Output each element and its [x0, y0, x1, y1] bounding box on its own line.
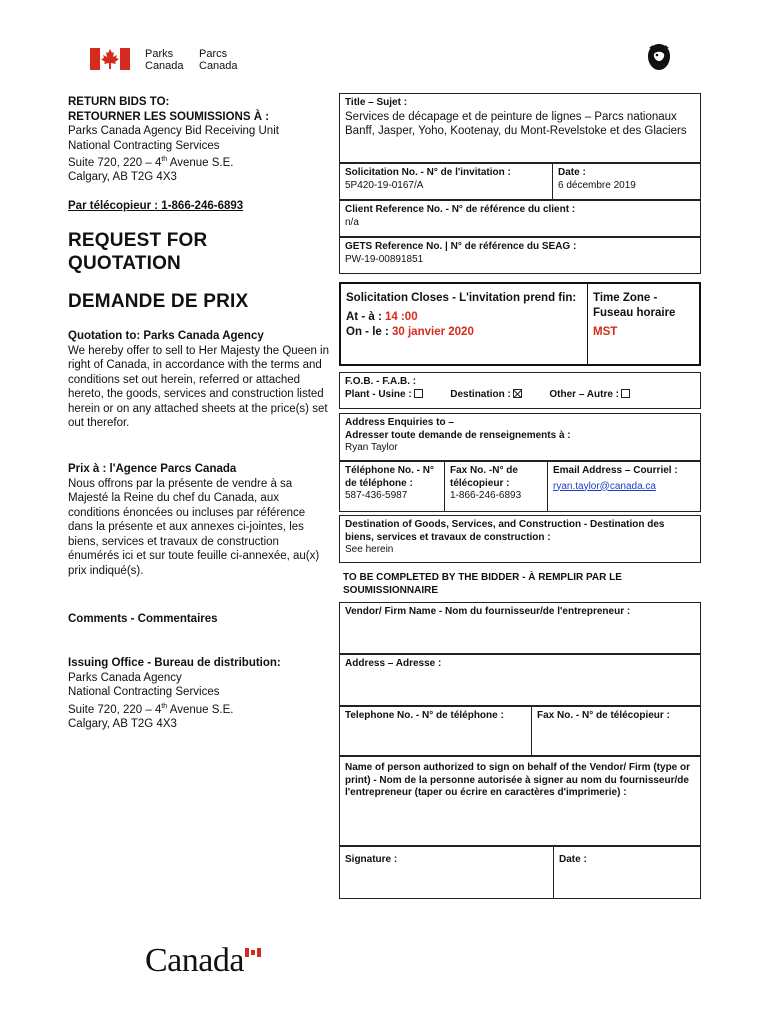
page-title: REQUEST FOR QUOTATION — [68, 230, 208, 274]
fax-field[interactable]: Fax No. - N° de télécopieur : — [531, 706, 701, 756]
destination-checkbox[interactable] — [513, 389, 522, 398]
signature-field[interactable]: Signature : — [339, 846, 554, 899]
fax-number: Par télécopieur : 1-866-246-6893 — [68, 200, 244, 212]
time-zone-value: MST — [593, 326, 618, 338]
beaver-logo-icon — [645, 42, 673, 72]
solicitation-closes-box: Solicitation Closes - L'invitation prend fin: At - à : 14 :00 On - le : 30 janvier 2020 Time Zone - Fuseau horaire MST — [339, 282, 701, 366]
authorized-person-field[interactable]: Name of person authorized to sign on behalf of the Vendor/ Firm (type or print) - Nom de la personne autorisée à signer au nom du fournisseur/de l'entrepreneur (taper ou écrire en caractères d'imprimerie) : — [339, 756, 701, 846]
destination-goods-box: Destination of Goods, Services, and Construction - Destination des biens, services et travaux de construction : See herein — [339, 515, 701, 563]
quotation-block-fr: Prix à : l'Agence Parcs Canada Nous offrons par la présente de vendre à sa Majesté la Reine du chef du Canada, aux conditions énoncées ou incluses par référence dans la présente et aux annexes ci-jointes, les biens, services et travaux de construction énumérés ici et sur toute feuille ci-annexée, au(x) prix indiqué(s). — [68, 463, 320, 577]
email-link[interactable]: ryan.taylor@canada.ca — [553, 480, 656, 492]
canada-wordmark: Canada — [145, 942, 244, 979]
return-bids-heading-en: RETURN BIDS TO: — [68, 96, 170, 108]
other-checkbox[interactable] — [621, 389, 630, 398]
return-bids-block: RETURN BIDS TO: RETOURNER LES SOUMISSIONS À : Parks Canada Agency Bid Receiving Unit National Contracting Services Suite 720, 220 – 4th Avenue S.E. Calgary, AB T2G 4X3 — [68, 95, 330, 185]
closing-time: 14 :00 — [384, 311, 418, 323]
parcs-canada-wordmark-fr: Parcs Canada — [199, 48, 238, 72]
page-title-fr: DEMANDE DE PRIX — [68, 291, 249, 312]
parks-canada-wordmark-en: Parks Canada — [145, 48, 184, 72]
date-field[interactable]: Date : — [553, 846, 701, 899]
address-enquiries-box: Address Enquiries to – Adresser toute demande de renseignements à : Ryan Taylor — [339, 413, 701, 461]
client-reference-box: Client Reference No. - N° de référence du client : n/a — [339, 200, 701, 237]
closing-date: 30 janvier 2020 — [392, 326, 474, 338]
fob-box: F.O.B. - F.A.B. : Plant - Usine : Destination : Other – Autre : — [339, 372, 701, 409]
phone-box: Téléphone No. - N° de téléphone : 587-436-5987 — [339, 461, 445, 512]
plant-checkbox[interactable] — [414, 389, 423, 398]
date-box: Date : 6 décembre 2019 — [552, 163, 701, 200]
address-field[interactable]: Address – Adresse : — [339, 654, 701, 706]
email-box: Email Address – Courriel : ryan.taylor@canada.ca — [547, 461, 701, 512]
issuing-office-block: Issuing Office - Bureau de distribution: Parks Canada Agency National Contracting Services Suite 720, 220 – 4th Avenue S.E. Calgary, AB T2G 4X3 — [68, 657, 281, 730]
canada-wordmark-flag-icon — [245, 948, 261, 957]
title-box: Title – Sujet : Services de décapage et de peinture de lignes – Parcs nationaux Banff, Jasper, Yoho, Kootenay, du Mont-Revelstoke et des Glaciers — [339, 93, 701, 163]
solicitation-number-box: Solicitation No. - N° de l'invitation : 5P420-19-0167/A — [339, 163, 553, 200]
gets-reference-box: GETS Reference No. | N° de référence du SEAG : PW-19-00891851 — [339, 237, 701, 274]
fax-box: Fax No. -N° de télécopieur : 1-866-246-6893 — [444, 461, 548, 512]
comments-label: Comments - Commentaires — [68, 613, 218, 625]
canada-flag-icon — [90, 48, 130, 70]
vendor-name-field[interactable]: Vendor/ Firm Name - Nom du fournisseur/de l'entrepreneur : — [339, 602, 701, 654]
bidder-section-heading: TO BE COMPLETED BY THE BIDDER - À REMPLIR PAR LE SOUMISSIONNAIRE — [343, 572, 622, 596]
quotation-block: Quotation to: Parks Canada Agency We hereby offer to sell to Her Majesty the Queen in right of Canada, in accordance with the terms and conditions set out herein, referred or attached hereto, the goods, services and construction listed herein or on any attached sheets at the price(s) set out therefor. — [68, 330, 330, 429]
telephone-field[interactable]: Telephone No. - N° de téléphone : — [339, 706, 532, 756]
return-bids-heading-fr: RETOURNER LES SOUMISSIONS À : — [68, 110, 270, 123]
